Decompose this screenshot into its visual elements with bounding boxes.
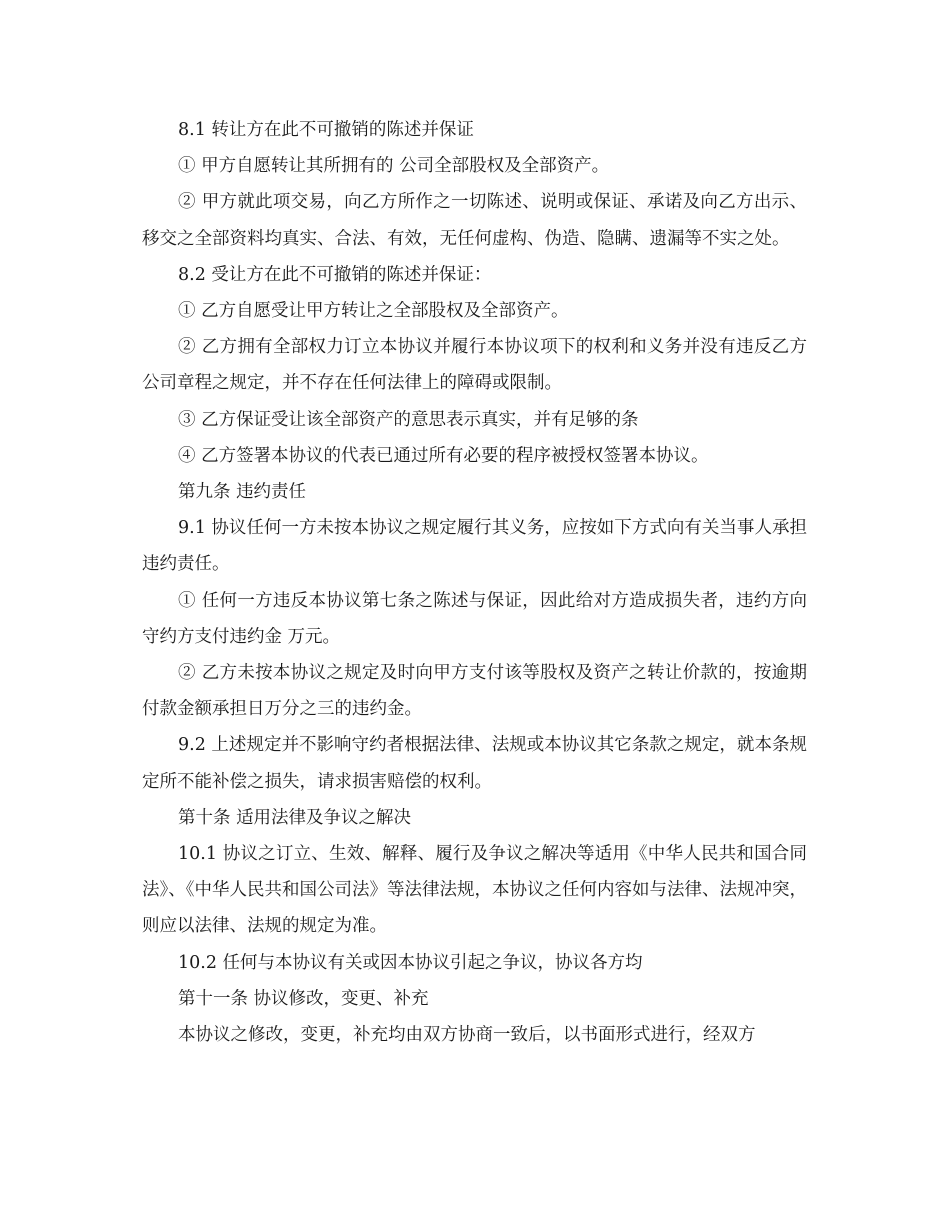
paragraph-10-2: 10.2 任何与本协议有关或因本协议引起之争议，协议各方均: [178, 952, 643, 973]
paragraph-8-1-heading: 8.1 转让方在此不可撤销的陈述并保证: [178, 120, 474, 140]
paragraph-11-body: 本协议之修改，变更，补充均由双方协商一致后，以书面形式进行，经双方: [178, 1025, 756, 1046]
paragraph-8-2-item-2: ② 乙方拥有全部权力订立本协议并履行本协议项下的权利和义务并没有违反乙方公司章程之规定，并不存在任何法律上的障碍或限制。: [142, 337, 807, 394]
article-9-title: 第九条 违约责任: [178, 482, 307, 503]
paragraph-8-2-item-3: ③ 乙方保证受让该全部资产的意思表示真实，并有足够的条: [178, 409, 639, 430]
paragraph-8-2-heading: 8.2 受让方在此不可撤销的陈述并保证：: [178, 264, 492, 285]
paragraph-8-1-item-2: ② 甲方就此项交易，向乙方所作之一切陈述、说明或保证、承诺及向乙方出示、移交之全部资料均真实、合法、有效，无任何虚构、伪造、隐瞒、遗漏等不实之处。: [142, 192, 807, 249]
paragraph-9-1: 9.1 协议任何一方未按本协议之规定履行其义务，应按如下方式向有关当事人承担违约责任。: [142, 518, 807, 575]
paragraph-10-1: 10.1 协议之订立、生效、解释、履行及争议之解决等适用《中华人民共和国合同法》、《中华人民共和国公司法》等法律法规，本协议之任何内容如与法律、法规冲突，则应以法律、法规的规定为准。: [142, 844, 807, 937]
paragraph-8-1-item-1: ① 甲方自愿转让其所拥有的 公司全部股权及全部资产。: [178, 156, 610, 177]
article-10-title: 第十条 适用法律及争议之解决: [178, 807, 412, 828]
paragraph-8-2-item-1: ① 乙方自愿受让甲方转让之全部股权及全部资产。: [178, 301, 569, 322]
document-body: [142, 112, 807, 1053]
paragraph-8-2-item-4: ④ 乙方签署本协议的代表已通过所有必要的程序被授权签署本协议。: [178, 445, 709, 466]
paragraph-9-1-item-1: ① 任何一方违反本协议第七条之陈述与保证，因此给对方造成损失者，违约方向守约方支付违约金 万元。: [142, 590, 807, 647]
paragraph-9-2: 9.2 上述规定并不影响守约者根据法律、法规或本协议其它条款之规定，就本条规定所不能补偿之损失，请求损害赔偿的权利。: [142, 735, 807, 792]
paragraph-9-1-item-2: ② 乙方未按本协议之规定及时向甲方支付该等股权及资产之转让价款的，按逾期付款金额承担日万分之三的违约金。: [142, 663, 807, 720]
article-11-title: 第十一条 协议修改，变更、补充: [178, 988, 429, 1009]
